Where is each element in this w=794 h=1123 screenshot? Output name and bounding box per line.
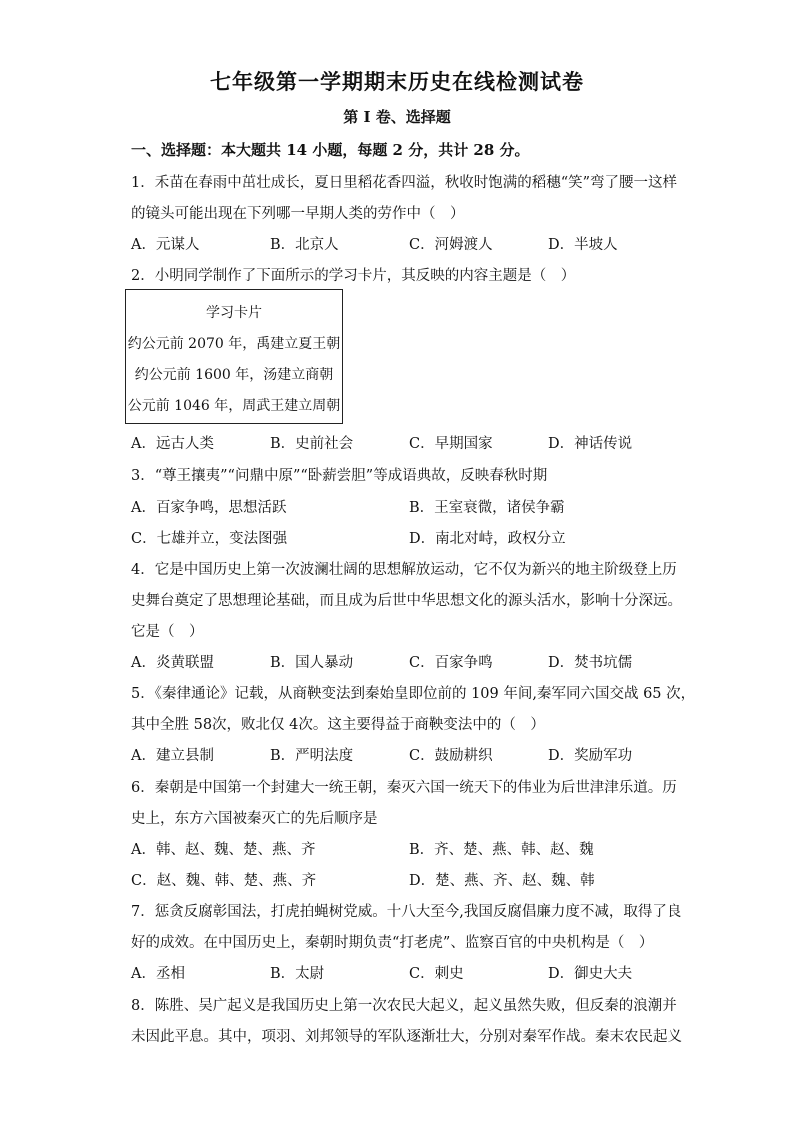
question-5-option-c: C．鼓励耕织 [409, 748, 493, 764]
question-4-option-d: D．焚书坑儒 [548, 655, 633, 671]
question-5-line-1: 5．《秦律通论》记载，从商鞅变法到秦始皇即位前的 109 年间,秦军同六国交战 65 次， [131, 686, 696, 702]
question-1-line-1: 1．禾苗在春雨中茁壮成长，夏日里稻花香四溢，秋收时饱满的稻穗“笑”弯了腰一这样 [131, 175, 678, 191]
question-7-line-1: 7．惩贪反腐彰国法，打虎拍蝇树党威。十八大至今,我国反腐倡廉力度不减，取得了良 [131, 904, 682, 920]
exam-subtitle: 第 I 卷、选择题 [343, 108, 451, 126]
question-6-line-2: 史上，东方六国被秦灭亡的先后顺序是 [131, 811, 378, 827]
question-5-option-a: A．建立县制 [131, 748, 214, 764]
question-3-option-a: A．百家争鸣，思想活跃 [131, 500, 287, 516]
study-card-row-3: 公元前 1046 年，周武王建立周朝 [127, 398, 341, 414]
question-5-option-b: B．严明法度 [270, 748, 354, 764]
question-2-option-c: C．早期国家 [409, 436, 493, 452]
question-4-line-3: 它是（ ） [131, 624, 204, 640]
question-6-option-d: D．楚、燕、齐、赵、魏、韩 [409, 873, 595, 889]
question-7-option-b: B．太尉 [270, 966, 325, 982]
study-card-title: 学习卡片 [206, 305, 262, 321]
question-1-option-b: B．北京人 [270, 237, 339, 253]
question-6-line-1: 6．秦朝是中国第一个封建大一统王朝，秦灭六国一统天下的伟业为后世津津乐道。历 [131, 780, 677, 796]
question-2-option-b: B．史前社会 [270, 436, 354, 452]
question-4-line-2: 史舞台奠定了思想理论基础，而且成为后世中华思想文化的源头活水，影响十分深远。 [131, 593, 682, 609]
section-heading: 一、选择题：本大题共 14 小题，每题 2 分，共计 28 分。 [131, 141, 530, 159]
question-6-option-a: A．韩、赵、魏、楚、燕、齐 [131, 842, 316, 858]
question-4-option-a: A．炎黄联盟 [131, 655, 214, 671]
question-7-option-a: A．丞相 [131, 966, 185, 982]
study-card-row-2: 约公元前 1600 年，汤建立商朝 [134, 367, 334, 383]
question-5-line-2: 其中全胜 58次，败北仅 4次。这主要得益于商鞅变法中的（ ） [131, 717, 545, 733]
question-1-option-d: D．半坡人 [548, 237, 618, 253]
question-3-option-d: D．南北对峙，政权分立 [409, 531, 566, 547]
question-4-option-b: B．国人暴动 [270, 655, 354, 671]
question-8-line-1: 8．陈胜、吴广起义是我国历史上第一次农民大起义，起义虽然失败，但反秦的浪潮并 [131, 998, 677, 1014]
question-2-option-a: A．远古人类 [131, 436, 214, 452]
exam-title: 七年级第一学期期末历史在线检测试卷 [210, 69, 584, 94]
question-4-option-c: C．百家争鸣 [409, 655, 493, 671]
question-6-option-b: B．齐、楚、燕、韩、赵、魏 [409, 842, 594, 858]
question-7-option-d: D．御史大夫 [548, 966, 633, 982]
question-3-line-1: 3．“尊王攘夷”“问鼎中原”“卧薪尝胆”等成语典故，反映春秋时期 [131, 468, 548, 484]
question-4-line-1: 4．它是中国历史上第一次波澜壮阔的思想解放运动，它不仅为新兴的地主阶级登上历 [131, 562, 677, 578]
question-1-option-a: A．元谋人 [131, 237, 200, 253]
question-2-line-1: 2．小明同学制作了下面所示的学习卡片，其反映的内容主题是（ ） [131, 268, 576, 284]
question-6-option-c: C．赵、魏、韩、楚、燕、齐 [131, 873, 317, 889]
study-card [125, 289, 343, 424]
question-3-option-b: B．王室衰微，诸侯争霸 [409, 500, 565, 516]
question-2-option-d: D．神话传说 [548, 436, 633, 452]
study-card-row-1: 约公元前 2070 年，禹建立夏王朝 [127, 336, 341, 352]
question-7-option-c: C．刺史 [409, 966, 464, 982]
question-1-option-c: C．河姆渡人 [409, 237, 493, 253]
question-5-option-d: D．奖励军功 [548, 748, 633, 764]
question-7-line-2: 好的成效。在中国历史上，秦朝时期负责“打老虎”、监察百官的中央机构是（ ） [131, 935, 654, 951]
question-8-line-2: 未因此平息。其中，项羽、刘邦领导的军队逐渐壮大，分别对秦军作战。秦末农民起义 [131, 1029, 682, 1045]
question-3-option-c: C．七雄并立，变法图强 [131, 531, 288, 547]
question-1-line-2: 的镜头可能出现在下列哪一早期人类的劳作中（ ） [131, 206, 465, 222]
